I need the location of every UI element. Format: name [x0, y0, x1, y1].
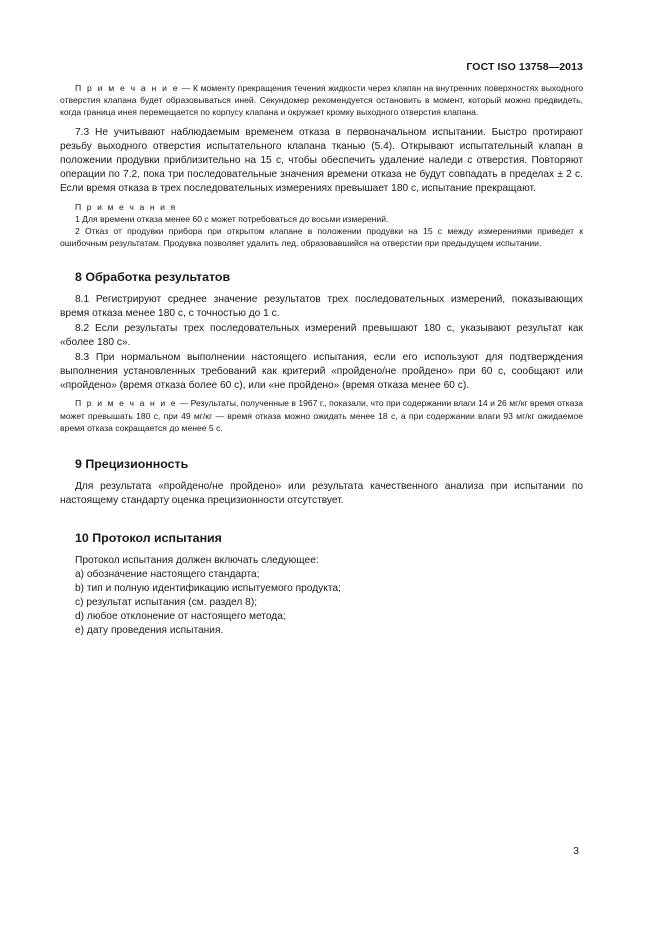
section-9-title: 9 Прецизионность — [75, 457, 189, 472]
note-label: П р и м е ч а н и е — [75, 398, 178, 409]
notes-label: П р и м е ч а н и я — [75, 201, 177, 212]
paragraph-8-2: 8.2 Если результаты трех последовательных измерений превышают 180 с, указывают результат как «более 180 с». — [60, 323, 583, 349]
note-text: — Результаты, полученные в 1967 г., показали, что при содержании влаги 14 и 26 мг/кг время отказа может превышать 180 с, при 49 мг/кг — время отказа можно ожидать менее 18 с, а при содержании влаги 93 мг/кг ожидаемое время отказа сокращается до менее 5 с. — [60, 398, 583, 433]
standard-designation: ГОСТ ISO 13758—2013 — [466, 61, 583, 73]
paragraph-8-3: 8.3 При нормальном выполнении настоящего испытания, если его используют для подтверждения выполнения установленных требований как критерий «пройдено/не пройдено» при 60 с, сообщают или «пройдено» (время отказа более 60 с), или «не пройдено» (время отказа менее 60 с). — [60, 352, 583, 392]
section-10-title: 10 Протокол испытания — [75, 531, 222, 546]
note-label: П р и м е ч а н и е — [75, 83, 180, 93]
note-item-2: 2 Отказ от продувки прибора при открытом клапане в положении продувки на 15 с между измерениями приведет к ошибочным результатам. Продувка позволяет удалить лед, образовавшийся на отверстии при предыдущем испытании. — [60, 226, 583, 249]
protocol-intro: Протокол испытания должен включать следующее: — [75, 555, 319, 567]
paragraph-7-3: 7.3 Не учитывают наблюдаемым временем отказа в первоначальном испытании. Быстро протирают резьбу выходного отверстия испытательного клапана тканью (5.4). Открывают испытательный клапан в положении продувки приблизительно на 15 с, чтобы обеспечить удаление наледи с отверстия. Повторяют операции по 7.2, пока три последовательные значения времени отказа не будут совпадать в пределах ± 2 с. Если время отказа в трех последовательных измерениях превышает 180 с, испытание прекращают. — [60, 126, 583, 194]
note-intro — [60, 82, 583, 119]
paragraph-8-1: 8.1 Регистрируют среднее значение результатов трех последовательных измерений, показывающих время отказа менее 180 с, с точностью до 1 с. — [60, 294, 583, 320]
list-item: b) тип и полную идентификацию испытуемого продукта; — [75, 583, 341, 595]
paragraph-9: Для результата «пройдено/не пройдено» или результата качественного анализа при испытании по настоящему стандарту оценка прецизионности отсутствует. — [60, 481, 583, 507]
list-item: d) любое отклонение от настоящего метода; — [75, 611, 286, 623]
note-text: — К моменту прекращения течения жидкости через клапан на внутренних поверхностях выходного отверстия клапана будет образовываться иней. Секундомер рекомендуется остановить в момент, который можно предвидеть, когда граница инея перемещается по корпусу клапана и окружает кромку выходного отверстия клапана. — [60, 83, 583, 118]
page-content — [60, 82, 583, 638]
list-item: a) обозначение настоящего стандарта; — [75, 569, 260, 581]
note-section-8 — [60, 397, 583, 434]
page-number: 3 — [573, 845, 579, 857]
section-8-title: 8 Обработка результатов — [75, 270, 231, 285]
list-item: c) результат испытания (см. раздел 8); — [75, 597, 258, 609]
list-item: e) дату проведения испытания. — [75, 625, 224, 637]
note-item-1: 1 Для времени отказа менее 60 с может потребоваться до восьми измерений. — [75, 213, 389, 224]
